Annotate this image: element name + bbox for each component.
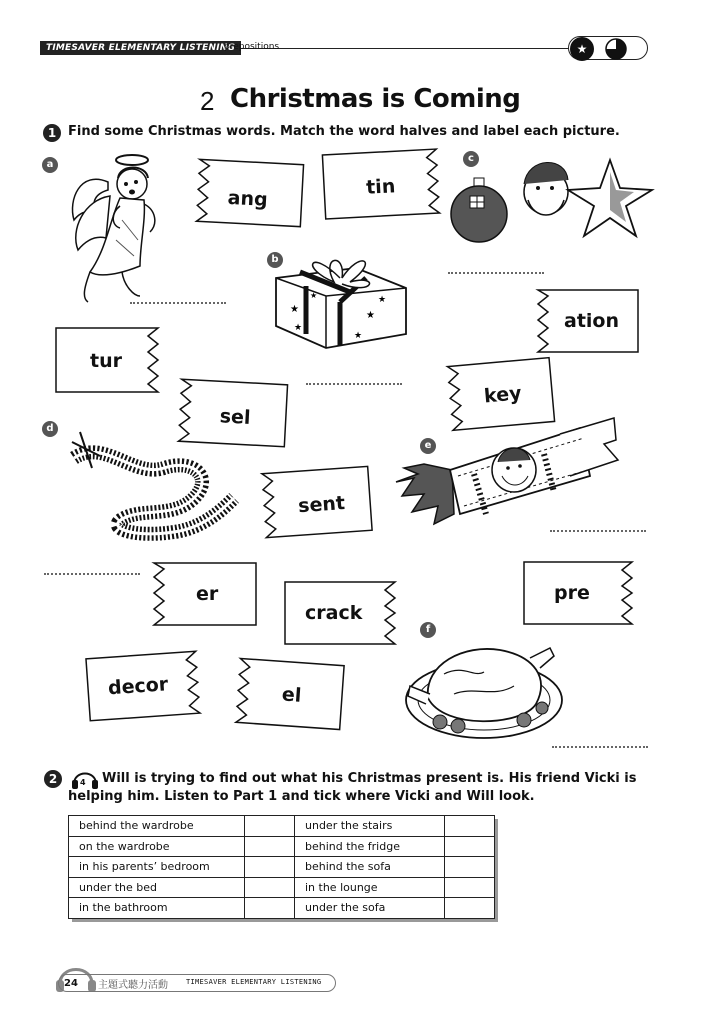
word-card-decor[interactable] [86,651,200,721]
exercise-2-number: 2 [44,770,62,788]
angel-illustration [60,150,170,310]
word-key: key [483,382,523,408]
location-cell: behind the fridge [295,836,445,857]
star-icon: ★ [570,37,594,61]
word-card-ang[interactable] [196,159,303,226]
word-card-pre[interactable] [524,562,632,624]
page-title: Christmas is Coming [230,84,521,114]
word-tur: tur [90,350,122,372]
tick-box[interactable] [245,877,295,898]
tick-box[interactable] [445,816,495,837]
word-card-tin[interactable] [322,149,439,219]
word-sent: sent [297,492,346,518]
word-decor: decor [107,673,169,700]
word-pre: pre [554,582,590,604]
answer-line-b[interactable] [306,383,402,385]
svg-text:★: ★ [354,331,363,341]
table-row [69,877,495,898]
label-e: e [420,438,436,454]
series-tag: TIMESAVER ELEMENTARY LISTENING [40,41,241,55]
page-number: 24 [64,978,78,989]
svg-text:★: ★ [294,323,303,333]
location-table [68,815,495,919]
tick-box[interactable] [245,816,295,837]
location-cell: behind the sofa [295,857,445,878]
track-number: 4 [80,778,86,787]
turkey-illustration [404,634,564,744]
answer-line-c[interactable] [448,272,544,274]
exercise-1-number: 1 [43,124,61,142]
label-f: f [420,622,436,638]
table-row [69,857,495,878]
tick-box[interactable] [245,857,295,878]
word-card-el[interactable] [236,658,344,729]
location-cell: under the sofa [295,898,445,919]
word-ang: ang [227,186,269,211]
clock-icon [603,37,629,61]
exercise-1-instruction: Find some Christmas words. Match the word halves and label each picture. [68,124,620,139]
svg-text:★: ★ [310,291,318,300]
answer-line-e[interactable] [550,530,646,532]
cracker-illustration [394,414,620,528]
word-card-ation[interactable] [538,290,638,352]
svg-text:★: ★ [290,304,299,315]
location-cell: behind the wardrobe [69,816,245,837]
decorations-illustration [448,150,660,250]
svg-text:★: ★ [378,295,387,305]
svg-text:★: ★ [366,310,375,321]
answer-line-d[interactable] [44,573,140,575]
label-d: d [42,421,58,437]
location-cell: under the bed [69,877,245,898]
word-card-crack[interactable] [285,582,395,644]
tick-box[interactable] [445,857,495,878]
word-el: el [281,683,303,707]
table-row [69,836,495,857]
table-row [69,898,495,919]
word-card-sent[interactable] [262,466,372,537]
location-cell: on the wardrobe [69,836,245,857]
unit-number: 2 [200,86,215,116]
word-er: er [196,583,219,605]
exercise-2-instruction: Will is trying to find out what his Christmas present is. His friend Vicki is helping him. Listen to Part 1 and tick where Vicki and Will look. [68,771,637,804]
topic-label: prepositions [224,42,280,52]
word-ation: ation [564,310,619,332]
word-card-tur[interactable] [56,328,158,392]
tick-box[interactable] [445,877,495,898]
footer-chinese-title: 主題式聽力活動 [98,980,168,991]
label-a: a [42,157,58,173]
tinsel-illustration [64,428,244,548]
tick-box[interactable] [245,898,295,919]
present-illustration [270,238,412,350]
tick-box[interactable] [445,836,495,857]
location-cell: in the lounge [295,877,445,898]
word-crack: crack [305,602,363,624]
footer-series: TIMESAVER ELEMENTARY LISTENING [186,978,322,986]
word-card-er[interactable] [154,563,256,625]
table-row [69,816,495,837]
word-tin: tin [365,175,396,199]
answer-line-f[interactable] [552,746,648,748]
location-cell: in his parents’ bedroom [69,857,245,878]
label-b: b [267,252,283,268]
location-cell: in the bathroom [69,898,245,919]
location-cell: under the stairs [295,816,445,837]
tick-box[interactable] [245,836,295,857]
word-sel: sel [219,405,252,429]
tick-box[interactable] [445,898,495,919]
label-c: c [463,151,479,167]
